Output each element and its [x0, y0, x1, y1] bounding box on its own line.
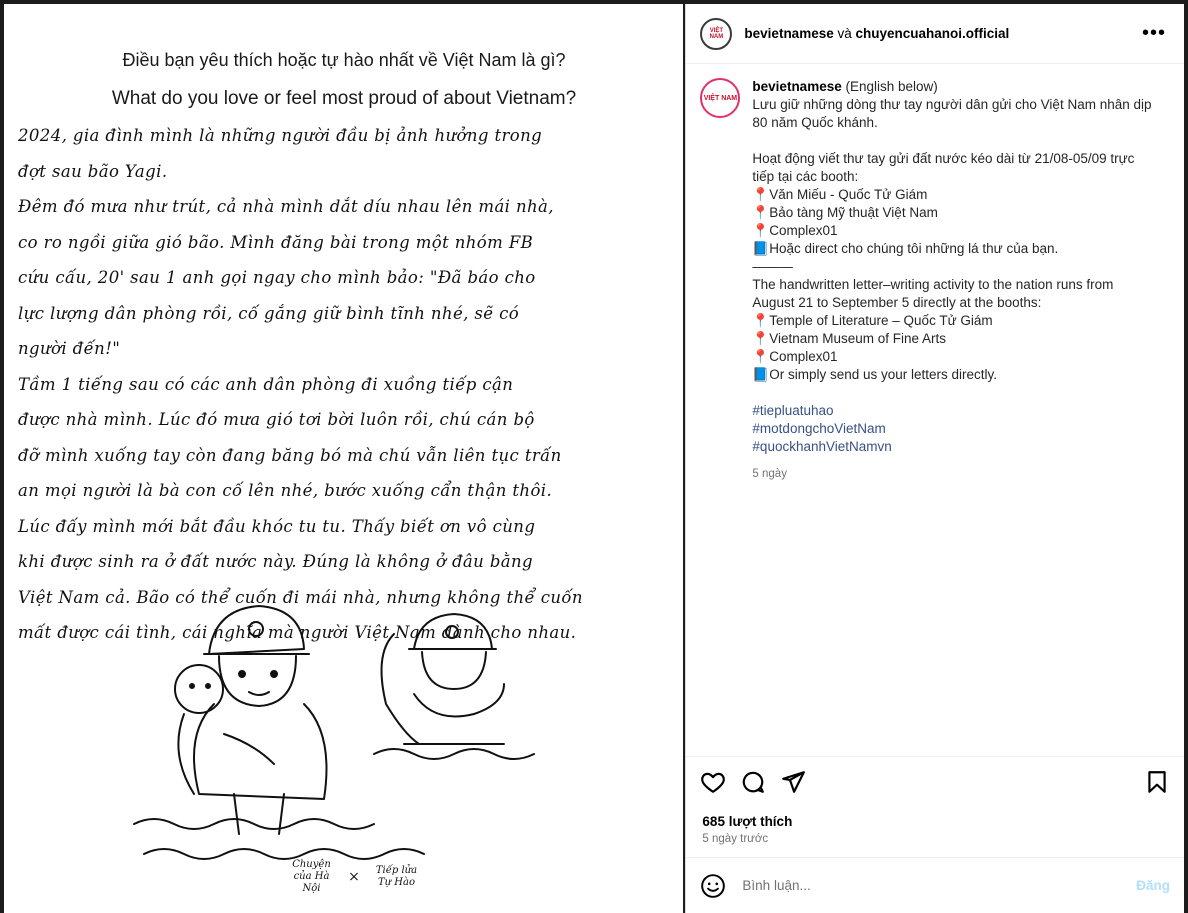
instagram-post-viewer — [4, 4, 1184, 913]
handwritten-line: Lúc đấy mình mới bắt đầu khóc tu tu. Thấy biết ơn vô cùng — [18, 516, 536, 536]
handwritten-line: 2024, gia đình mình là những người đầu bị ảnh hưởng trong — [18, 126, 543, 145]
hashtag-link[interactable]: #motdongchoVietNam — [752, 421, 886, 436]
flood-rescue-drawing — [124, 594, 564, 894]
caption-line: The handwritten letter–writing activity to the nation runs from August 21 to September 5 directly at the booths: — [752, 277, 1117, 310]
letter-question-vi: Điều bạn yêu thích hoặc tự hào nhất về Việt Nam là gì? — [122, 50, 566, 70]
handwritten-line: người đến!" — [18, 339, 121, 358]
caption-username-link[interactable]: bevietnamese — [752, 79, 842, 94]
post-comment-button[interactable]: Đăng — [1136, 878, 1170, 893]
caption-line: ——— — [752, 259, 793, 274]
handwritten-line: Đêm đó mưa như trút, cả nhà mình dắt díu nhau lên mái nhà, — [18, 197, 554, 216]
caption-line: 📘Hoặc direct cho chúng tôi những lá thư của bạn. — [752, 241, 1059, 256]
caption-timestamp[interactable]: 5 ngày — [752, 468, 787, 480]
handwritten-line: Việt Nam cả. Bão có thể cuốn đi mái nhà, nhưng không thể cuốn — [18, 587, 583, 607]
post-action-bar — [686, 756, 1184, 806]
caption-line: 📍Complex01 — [752, 223, 838, 238]
posted-time: 5 ngày trước — [702, 833, 769, 845]
author-avatar[interactable] — [700, 18, 732, 50]
handwritten-line: đợt sau bão Yagi. — [18, 161, 168, 181]
emoji-picker-icon[interactable] — [700, 873, 726, 899]
post-authors — [744, 26, 1138, 41]
hashtag-link[interactable]: #tiepluatuhao — [752, 403, 834, 418]
save-bookmark-icon[interactable] — [1144, 769, 1170, 795]
handwritten-line: co ro ngồi giữa gió bão. Mình đăng bài trong một nhóm FB — [18, 232, 534, 252]
coauthor-username-link[interactable]: chuyencuahanoi.official — [855, 26, 1010, 41]
share-send-icon[interactable] — [780, 769, 806, 795]
handwritten-line: khi được sinh ra ở đất nước này. Đúng là không ở đâu bằng — [18, 552, 534, 571]
caption-avatar-logo-text: VIỆT NAM — [703, 94, 738, 102]
caption-hashtags — [752, 402, 1152, 456]
more-options-icon[interactable]: ••• — [1141, 22, 1166, 44]
post-header — [686, 4, 1184, 64]
caption-line: 📍Temple of Literature – Quốc Tử Giám — [752, 313, 993, 328]
caption-section — [686, 64, 1184, 756]
caption-line: 📍Văn Miếu - Quốc Tử Giám — [752, 187, 928, 202]
handwritten-line: đỡ mình xuống tay còn đang băng bó mà chú vẫn liên tục trấn — [18, 445, 562, 465]
caption-row — [700, 78, 1170, 483]
handwritten-line: mất được cái tình, cái nghĩa mà người Việt Nam dành cho nhau. — [18, 623, 577, 642]
caption-lines — [752, 96, 1156, 402]
caption-first-line — [752, 78, 1152, 96]
caption-line: 📘Or simply send us your letters directly. — [752, 367, 998, 382]
comment-bubble-icon[interactable] — [740, 769, 766, 795]
caption-english-note: (English below) — [841, 79, 938, 94]
hashtag-link[interactable]: #quockhanhVietNamvn — [752, 439, 892, 454]
caption-line — [752, 384, 1152, 402]
handwritten-line: được nhà mình. Lúc đó mưa gió tơi bời luôn rồi, chú cán bộ — [18, 410, 535, 429]
caption-line: 📍Bảo tàng Mỹ thuật Việt Nam — [752, 205, 938, 220]
caption-body — [752, 78, 1156, 483]
comment-composer — [686, 857, 1184, 913]
author-username-link[interactable]: bevietnamese — [744, 26, 834, 41]
signature-right: Tiếp lửa Tự Hào — [375, 864, 418, 888]
handwritten-line: lực lượng dân phòng rồi, cố gắng giữ bình tĩnh nhé, sẽ có — [18, 303, 520, 323]
authors-conjunction: và — [833, 26, 856, 41]
caption-line: 📍Complex01 — [752, 349, 838, 364]
handwritten-line: an mọi người là bà con cố lên nhé, bước xuống cẩn thận thôi. — [18, 481, 553, 500]
caption-author-avatar[interactable] — [700, 78, 740, 118]
handwritten-line: cứu cấu, 20' sau 1 anh gọi ngay cho mình bảo: "Đã báo cho — [18, 268, 536, 287]
like-heart-icon[interactable] — [700, 769, 726, 795]
comment-input[interactable] — [740, 877, 1136, 894]
handwritten-letter-text — [18, 118, 668, 651]
caption-line: Lưu giữ những dòng thư tay người dân gửi cho Việt Nam nhân dịp 80 năm Quốc khánh. — [752, 97, 1156, 130]
signature-times: × — [348, 868, 360, 885]
post-image-letter — [4, 4, 683, 913]
handwritten-line: Tầm 1 tiếng sau có các anh dân phòng đi xuồng tiếp cận — [18, 374, 514, 394]
caption-line: Hoạt động viết thư tay gửi đất nước kéo dài từ 21/08-05/09 trực tiếp tại các booth: — [752, 151, 1139, 184]
caption-line — [752, 132, 1152, 150]
signature-left: Chuyện của Hà Nội — [292, 858, 331, 894]
caption-line: 📍Vietnam Museum of Fine Arts — [752, 331, 947, 346]
letter-question-en: What do you love or feel most proud of about Vietnam? — [111, 88, 577, 109]
campaign-signature — [284, 854, 424, 899]
likes-count[interactable]: 685 lượt thích — [702, 814, 793, 829]
post-details-panel — [685, 4, 1184, 913]
avatar-logo-text: VIỆT NAM — [709, 27, 724, 40]
